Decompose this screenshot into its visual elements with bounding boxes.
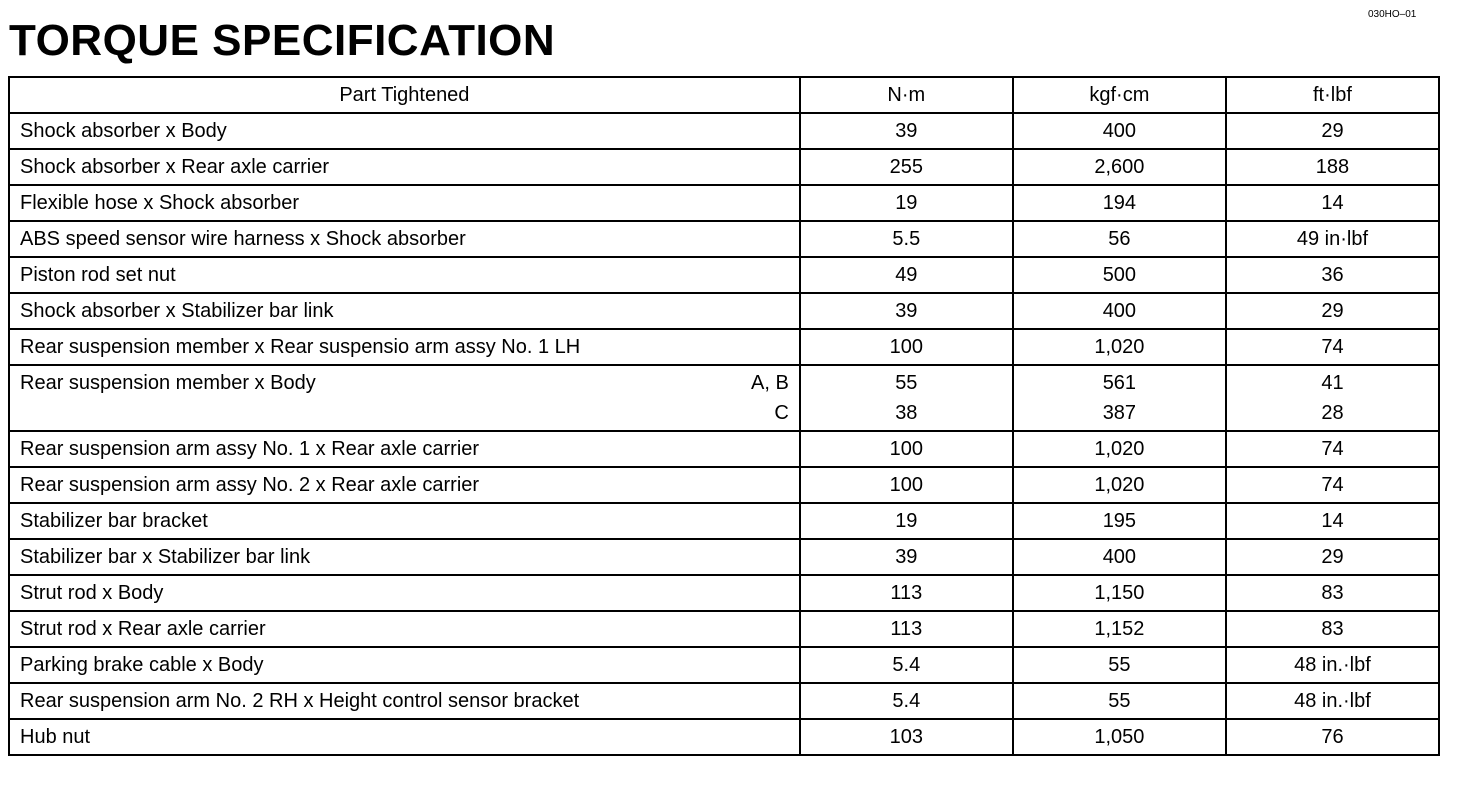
cell-part: Strut rod x Body [9,575,800,611]
cell-ftlbf: 74 [1226,329,1439,365]
table-row [9,221,1439,257]
value-nm-c: 38 [895,402,918,424]
value-nm-ab: 55 [895,372,918,394]
cell-kgfcm: 1,020 [1013,329,1226,365]
cell-ftlbf: 29 [1226,539,1439,575]
cell-ftlbf: 83 [1226,575,1439,611]
cell-part: ABS speed sensor wire harness x Shock absorber [9,221,800,257]
table-row [9,431,1439,467]
cell-nm: 19 [800,503,1013,539]
cell-ftlbf: 29 [1226,113,1439,149]
cell-kgfcm: 1,050 [1013,719,1226,755]
sub-label-c: C [774,402,789,424]
sub-label-ab: A, B [750,372,789,394]
cell-kgfcm: 2,600 [1013,149,1226,185]
table-row [9,647,1439,683]
cell-kgfcm: 55 [1013,683,1226,719]
cell-ftlbf [1226,365,1439,431]
cell-ftlbf: 14 [1226,503,1439,539]
cell-nm [800,365,1013,431]
cell-part: Rear suspension arm No. 2 RH x Height control sensor bracket [9,683,800,719]
cell-kgfcm: 195 [1013,503,1226,539]
cell-nm: 19 [800,185,1013,221]
cell-part: Flexible hose x Shock absorber [9,185,800,221]
cell-part: Rear suspension member x Rear suspensio arm assy No. 1 LH [9,329,800,365]
header-kgfcm: kgf·cm [1013,77,1226,113]
value-ftlbf-ab: 41 [1321,372,1344,394]
table-row [9,149,1439,185]
cell-part: Stabilizer bar x Stabilizer bar link [9,539,800,575]
cell-kgfcm: 400 [1013,293,1226,329]
cell-part [9,365,800,431]
cell-ftlbf: 48 in.·lbf [1226,683,1439,719]
value-ftlbf-c: 28 [1321,402,1344,424]
cell-kgfcm: 1,150 [1013,575,1226,611]
cell-nm: 5.4 [800,647,1013,683]
cell-part: Piston rod set nut [9,257,800,293]
cell-part: Parking brake cable x Body [9,647,800,683]
table-row-split [9,365,1439,431]
cell-nm: 5.4 [800,683,1013,719]
cell-part: Rear suspension arm assy No. 2 x Rear axle carrier [9,467,800,503]
page-title: TORQUE SPECIFICATION [9,16,556,65]
value-kgfcm-c: 387 [1102,402,1137,424]
cell-kgfcm: 194 [1013,185,1226,221]
cell-kgfcm: 56 [1013,221,1226,257]
cell-kgfcm: 400 [1013,539,1226,575]
table-row [9,719,1439,755]
cell-ftlbf: 49 in·lbf [1226,221,1439,257]
cell-ftlbf: 76 [1226,719,1439,755]
cell-nm: 49 [800,257,1013,293]
table-row [9,683,1439,719]
cell-kgfcm [1013,365,1226,431]
value-kgfcm-ab: 561 [1102,372,1137,394]
table-row [9,185,1439,221]
table-row [9,293,1439,329]
cell-nm: 39 [800,539,1013,575]
torque-table [8,76,1440,756]
cell-nm: 113 [800,575,1013,611]
cell-part: Shock absorber x Rear axle carrier [9,149,800,185]
cell-ftlbf: 188 [1226,149,1439,185]
cell-ftlbf: 74 [1226,431,1439,467]
cell-kgfcm: 55 [1013,647,1226,683]
cell-kgfcm: 400 [1013,113,1226,149]
cell-nm: 100 [800,467,1013,503]
table-header-row [9,77,1439,113]
cell-ftlbf: 48 in.·lbf [1226,647,1439,683]
cell-nm: 39 [800,293,1013,329]
table-row [9,257,1439,293]
cell-part: Rear suspension arm assy No. 1 x Rear axle carrier [9,431,800,467]
table-row [9,503,1439,539]
cell-kgfcm: 500 [1013,257,1226,293]
header-part-tightened: Part Tightened [9,77,800,113]
cell-ftlbf: 14 [1226,185,1439,221]
table-row [9,467,1439,503]
cell-nm: 100 [800,431,1013,467]
cell-kgfcm: 1,152 [1013,611,1226,647]
cell-nm: 103 [800,719,1013,755]
cell-nm: 113 [800,611,1013,647]
cell-ftlbf: 36 [1226,257,1439,293]
cell-part: Hub nut [9,719,800,755]
header-nm: N·m [800,77,1013,113]
table-row [9,329,1439,365]
part-label: Rear suspension member x Body [20,372,316,394]
table-row [9,113,1439,149]
cell-nm: 100 [800,329,1013,365]
header-ftlbf: ft·lbf [1226,77,1439,113]
cell-nm: 5.5 [800,221,1013,257]
cell-ftlbf: 83 [1226,611,1439,647]
cell-part: Shock absorber x Body [9,113,800,149]
cell-kgfcm: 1,020 [1013,467,1226,503]
cell-kgfcm: 1,020 [1013,431,1226,467]
cell-part: Strut rod x Rear axle carrier [9,611,800,647]
cell-ftlbf: 29 [1226,293,1439,329]
document-code: 030HO–01 [1368,9,1417,20]
table-row [9,611,1439,647]
cell-part: Shock absorber x Stabilizer bar link [9,293,800,329]
cell-ftlbf: 74 [1226,467,1439,503]
table-row [9,575,1439,611]
cell-nm: 39 [800,113,1013,149]
cell-part: Stabilizer bar bracket [9,503,800,539]
table-row [9,539,1439,575]
cell-nm: 255 [800,149,1013,185]
